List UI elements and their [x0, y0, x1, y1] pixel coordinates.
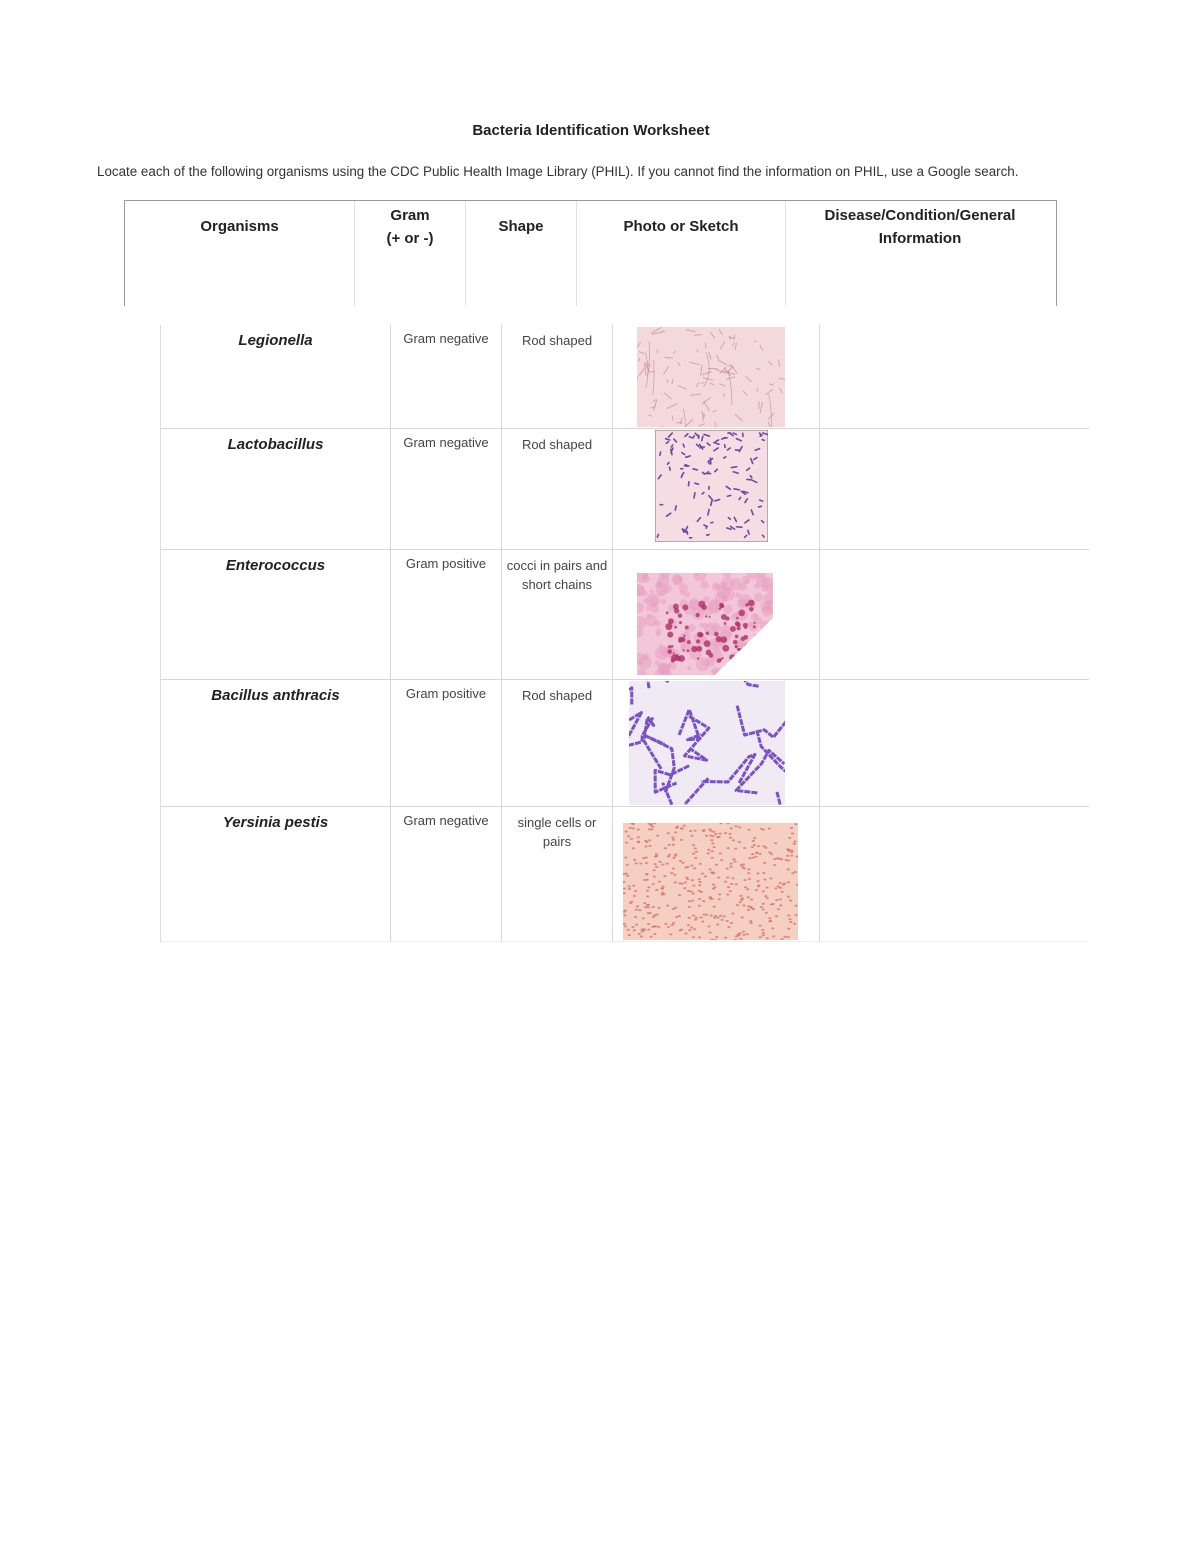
shape-text: cocci in pairs and short chains: [502, 550, 613, 679]
organism-name: Legionella: [161, 325, 391, 428]
organism-name: Enterococcus: [161, 550, 391, 679]
info-cell: [820, 429, 1089, 549]
header-photo-label: Photo or Sketch: [623, 218, 739, 235]
info-cell: [820, 550, 1089, 679]
info-cell: [820, 680, 1089, 806]
yersinia-pestis-micrograph: [623, 823, 798, 940]
shape-text: Rod shaped: [502, 325, 613, 428]
lactobacillus-micrograph: [655, 430, 768, 542]
table-row: [161, 429, 1089, 550]
header-gram-line1: Gram: [390, 207, 430, 224]
header-info-line2: Information: [878, 230, 962, 247]
gram-stain: Gram negative: [391, 807, 502, 941]
header-gram-line2: (+ or -): [386, 230, 434, 247]
instructions-text: Locate each of the following organisms using the CDC Public Health Image Library (PHIL). If you cannot find the information on PHIL, use a Google search.: [97, 164, 1019, 179]
header-shape: [466, 201, 577, 306]
shape-text: single cells or pairs: [502, 807, 613, 941]
photo-cell: [613, 429, 820, 549]
photo-cell: [613, 550, 820, 679]
header-photo: [577, 201, 786, 306]
info-cell: [820, 325, 1089, 428]
gram-stain: Gram positive: [391, 680, 502, 806]
table-row: [161, 550, 1089, 680]
gram-stain: Gram negative: [391, 325, 502, 428]
table-row: [161, 680, 1089, 807]
gram-stain: Gram positive: [391, 550, 502, 679]
photo-cell: [613, 807, 820, 941]
shape-text: Rod shaped: [502, 680, 613, 806]
worksheet-title: Bacteria Identification Worksheet: [472, 122, 710, 139]
organism-name: Yersinia pestis: [161, 807, 391, 941]
table-row: [161, 325, 1089, 429]
header-gram: [355, 201, 466, 306]
header-organisms: [125, 201, 355, 306]
organism-table: [160, 325, 1089, 942]
photo-cell: [613, 325, 820, 428]
info-cell: [820, 807, 1089, 941]
photo-cell: [613, 680, 820, 806]
header-organisms-label: Organisms: [200, 218, 279, 235]
header-shape-label: Shape: [498, 218, 544, 235]
table-row: [161, 807, 1089, 942]
shape-text: Rod shaped: [502, 429, 613, 549]
bacillus-anthracis-micrograph: [629, 681, 785, 805]
organism-name: Lactobacillus: [161, 429, 391, 549]
gram-stain: Gram negative: [391, 429, 502, 549]
legionella-micrograph: [637, 327, 785, 427]
header-table: [124, 200, 1057, 306]
enterococcus-micrograph: [637, 573, 773, 675]
organism-name: Bacillus anthracis: [161, 680, 391, 806]
header-info: [786, 201, 1054, 306]
header-info-line1: Disease/Condition/General: [824, 207, 1016, 224]
